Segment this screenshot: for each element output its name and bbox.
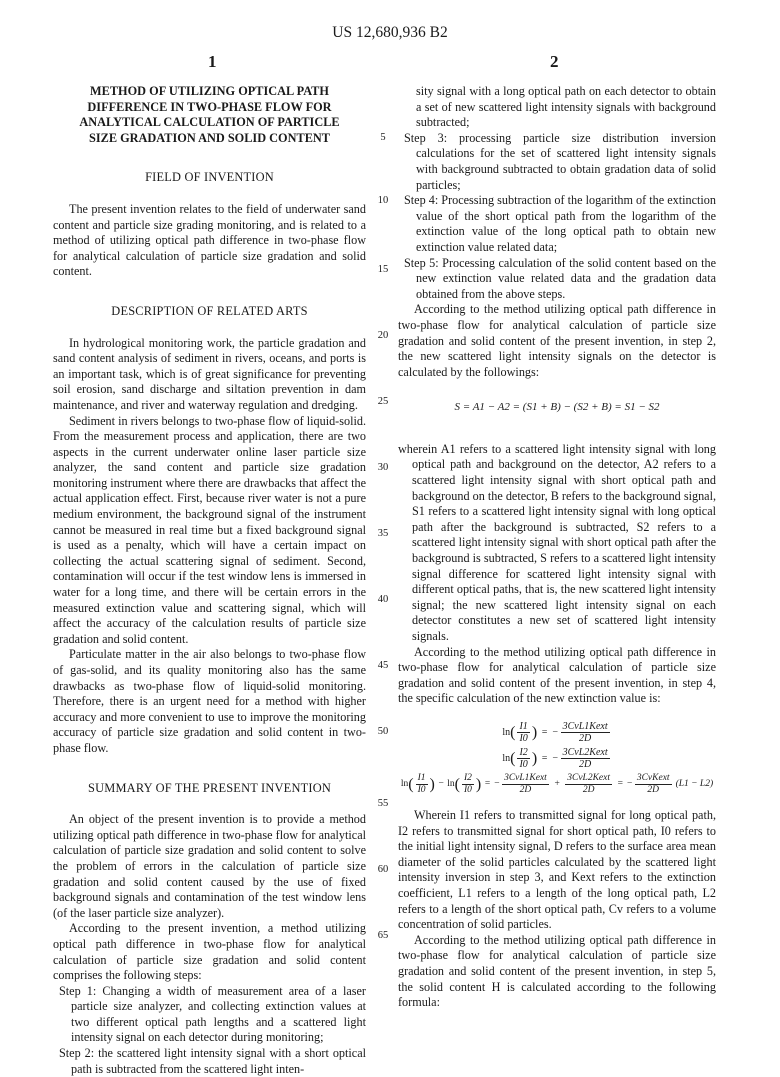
minus-sign: −	[493, 778, 501, 789]
ln-symbol: ln	[447, 778, 455, 789]
numerator: 3CvL1Kext	[562, 720, 608, 732]
denominator: I0	[519, 732, 528, 744]
denominator: 2D	[579, 758, 592, 770]
step-item-continued: sity signal with a long optical path on each detector to obtain a set of new scattered light intensity signals with background subtracted;	[416, 84, 716, 130]
paragraph: Sediment in rivers belongs to two-phase flow of liquid-solid. From the measurement process and application, there are two aspects in the current underwater online laser particle size analyzer, the sand content and particle size gradation monitoring instrument where there are drawbacks that affect the actual application effect. First, because river water is not a pure medium environment, the background signal of the instrument cannot be measured in real time but a fixed background signal is used as a penalty, which will have a certain impact on collecting the actual scattering signal of sediment. Second, contamination will occur if the test window lens is immersed in water for a long time, and there will be certain errors in the measured extinction value and scattering signal, which will affect the accuracy of the calculation results of particle size gradation and solid content.	[53, 413, 366, 646]
paragraph: According to the method utilizing optical path difference in two-phase flow for analytical calculation of particle size gradation and solid content of the present invention, in step 5, the solid content H is calculated according to the following formula:	[398, 932, 716, 1010]
line-number: 45	[377, 660, 389, 671]
paragraph: The present invention relates to the field of underwater sand content and particle size grading monitoring, and is related to a method of utilizing optical path difference in two-phase flow for analytical calculation of particle size gradation and solid content.	[53, 201, 366, 279]
step-item: Step 1: Changing a width of measurement area of a laser particle size analyzer, and collecting extinction values at two different optical path lengths and a scattered light intensity signal on each detector during monitoring;	[59, 983, 366, 1045]
line-number: 65	[377, 930, 389, 941]
paragraph: According to the present invention, a method utilizing optical path difference in two-phase flow for analytical calculation of particle size gradation and solid content comprises the following steps:	[53, 921, 366, 983]
step-item: Step 2: the scattered light intensity signal with a short optical path is subtracted from the scattered light inten-	[59, 1046, 366, 1076]
paragraph: In hydrological monitoring work, the particle gradation and sand content analysis of sediment in rivers, oceans, and ports is an important task, which is of great significance for preventing soil erosion, sand discharge and siltation prevention in dam maintenance, and river and waterway regulation and dredging.	[53, 335, 366, 412]
line-number: 35	[377, 528, 389, 539]
minus-sign: −	[437, 778, 445, 789]
line-number: 20	[377, 330, 389, 341]
equals-sign: =	[541, 726, 548, 738]
formula-short-path: ln ( $\frac{I2}{I0}$ ) = − $\frac{\text{3CvL2Kext}}{2D}$	[502, 746, 608, 770]
denominator: I0	[519, 758, 528, 770]
denominator: 2D	[579, 732, 592, 744]
denominator: 2D	[519, 784, 532, 795]
numerator: 3CvL2Kext	[562, 746, 608, 758]
minus-sign: −	[626, 778, 633, 789]
denominator: 2D	[647, 784, 660, 795]
section-heading-related-arts: DESCRIPTION OF RELATED ARTS	[111, 303, 308, 318]
extinction-formulas	[398, 721, 716, 796]
formula-long-path: ln ( $\frac{I1}{I0}$ ) = − $\frac{\text{3CvL1Kext}}{2D}$	[502, 720, 608, 744]
plus-sign: +	[553, 778, 561, 789]
line-number: 25	[377, 396, 389, 407]
patent-number: US 12,680,936 B2	[332, 24, 448, 41]
length-difference: (L1 − L2)	[675, 778, 714, 789]
step-item: Step 4: Processing subtraction of the logarithm of the extinction value of the short optical path from the logarithm of the extinction value of the long optical path to obtain new extinction value related data;	[404, 193, 716, 254]
paragraph: Particulate matter in the air also belongs to two-phase flow of gas-solid, and its quality monitoring also has the same drawbacks as two-phase flow of liquid-solid monitoring. Therefore, there is an urgent need for a method with higher accuracy and more convenient to use to improve the monitoring accuracy of particle size gradation and solid content in two-phase flow.	[53, 647, 366, 755]
paragraph-wherein: wherein A1 refers to a scattered light intensity signal with long optical path and background on the detector, A2 refers to a scattered light intensity signal with short optical path and background on the detector, B refers to the background signal, S1 refers to a scattered light intensity signal with long optical path after the background is subtracted, S2 refers to a scattered light intensity signal with short optical path after the background is subtracted, S refers to a scattered light intensity signal difference for scattered light intensity signal with different optical paths, that is, the new scattered light intensity signal; the new scattered light intensity signal on each detector constitutes a new set of scattered light intensity signals.	[398, 441, 716, 643]
denominator: 2D	[582, 784, 595, 795]
paragraph: According to the method utilizing optical path difference in two-phase flow for analytical calculation of particle size gradation and solid content of the present invention, in step 2, the new scattered light intensity signals on the detector is calculated by the followings:	[398, 302, 716, 379]
paragraph-wherein: Wherein I1 refers to transmitted signal for long optical path, I2 refers to transmitted signal for short optical path, I0 refers to the initial light intensity signal, D refers to the surface area mean diameter of the solid particles calculated by the scattered light intensity inversion in step 3, and Kext refers to the extinction coefficient, L1 refers to a length of the long optical path, L2 refers to a length of the short optical path, Cv refers to a volume concentration of solid particles.	[398, 807, 716, 932]
line-number: 10	[377, 195, 389, 206]
numerator: 3CvKext	[636, 772, 670, 783]
equation-scattered-signal: S = A1 − A2 = (S1 + B) − (S2 + B) = S1 − S2	[454, 401, 660, 414]
right-column	[398, 84, 716, 1011]
line-number: 50	[377, 726, 389, 737]
paragraph: According to the method utilizing optical path difference in two-phase flow for analytical calculation of particle size gradation and solid content of the present invention, in step 4, the specific calculation of the new extinction value is:	[398, 644, 716, 706]
equals-sign: =	[617, 778, 624, 789]
line-number: 5	[380, 132, 386, 143]
minus-sign: −	[551, 726, 559, 738]
line-number: 15	[377, 264, 389, 275]
line-number: 30	[377, 462, 389, 473]
denominator: I0	[463, 784, 472, 795]
line-number: 55	[377, 798, 389, 809]
step-item: Step 5: Processing calculation of the solid content based on the new extinction value related data and the gradation data obtained from the above steps.	[404, 255, 716, 301]
minus-sign: −	[551, 752, 559, 764]
numerator: 3CvL2Kext	[567, 772, 610, 783]
numerator: I2	[463, 772, 472, 783]
ln-symbol: ln	[502, 752, 511, 764]
left-column	[53, 84, 366, 1077]
equals-sign: =	[484, 778, 491, 789]
numerator: I2	[519, 746, 528, 758]
formula-difference: ln ( $\frac{I1}{I0}$ ) − ln ( $\frac{I2}{I0}$ ) = − $\frac{\text{3CvL1Kext}}{2D}$ + $\frac{\text{3CvL2Kext}}{2D}$ = − $\frac{\text{3CvKext}}{2D}$ (L1 − L2)	[400, 772, 714, 795]
numerator: I1	[417, 772, 426, 783]
section-heading-summary: SUMMARY OF THE PRESENT INVENTION	[88, 780, 331, 795]
numerator: I1	[519, 720, 528, 732]
denominator: I0	[417, 784, 426, 795]
page-number-right: 2	[550, 52, 559, 71]
numerator: 3CvL1Kext	[504, 772, 547, 783]
line-number: 40	[377, 594, 389, 605]
step-item: Step 3: processing particle size distribution inversion calculations for the set of scattered light intensity signals with background subtracted to obtain gradation data of solid particles;	[404, 130, 716, 192]
ln-symbol: ln	[400, 778, 409, 789]
paragraph: An object of the present invention is to provide a method utilizing optical path difference in two-phase flow for analytical calculation of particle size gradation and solid content to solve the problem of errors in the calculation of particle size gradation and solid content caused by the use of fixed background signals and contamination of the test window lens (of the laser particle size analyzer).	[53, 812, 366, 920]
ln-symbol: ln	[502, 726, 511, 738]
equals-sign: =	[541, 752, 548, 764]
document-title: METHOD OF UTILIZING OPTICAL PATH DIFFERENCE IN TWO-PHASE FLOW FOR ANALYTICAL CALCULATION OF PARTICLE SIZE GRADATION AND SOLID CONTENT	[79, 84, 340, 145]
page-number-left: 1	[208, 52, 217, 71]
line-number: 60	[377, 864, 389, 875]
section-heading-field: FIELD OF INVENTION	[145, 170, 274, 185]
